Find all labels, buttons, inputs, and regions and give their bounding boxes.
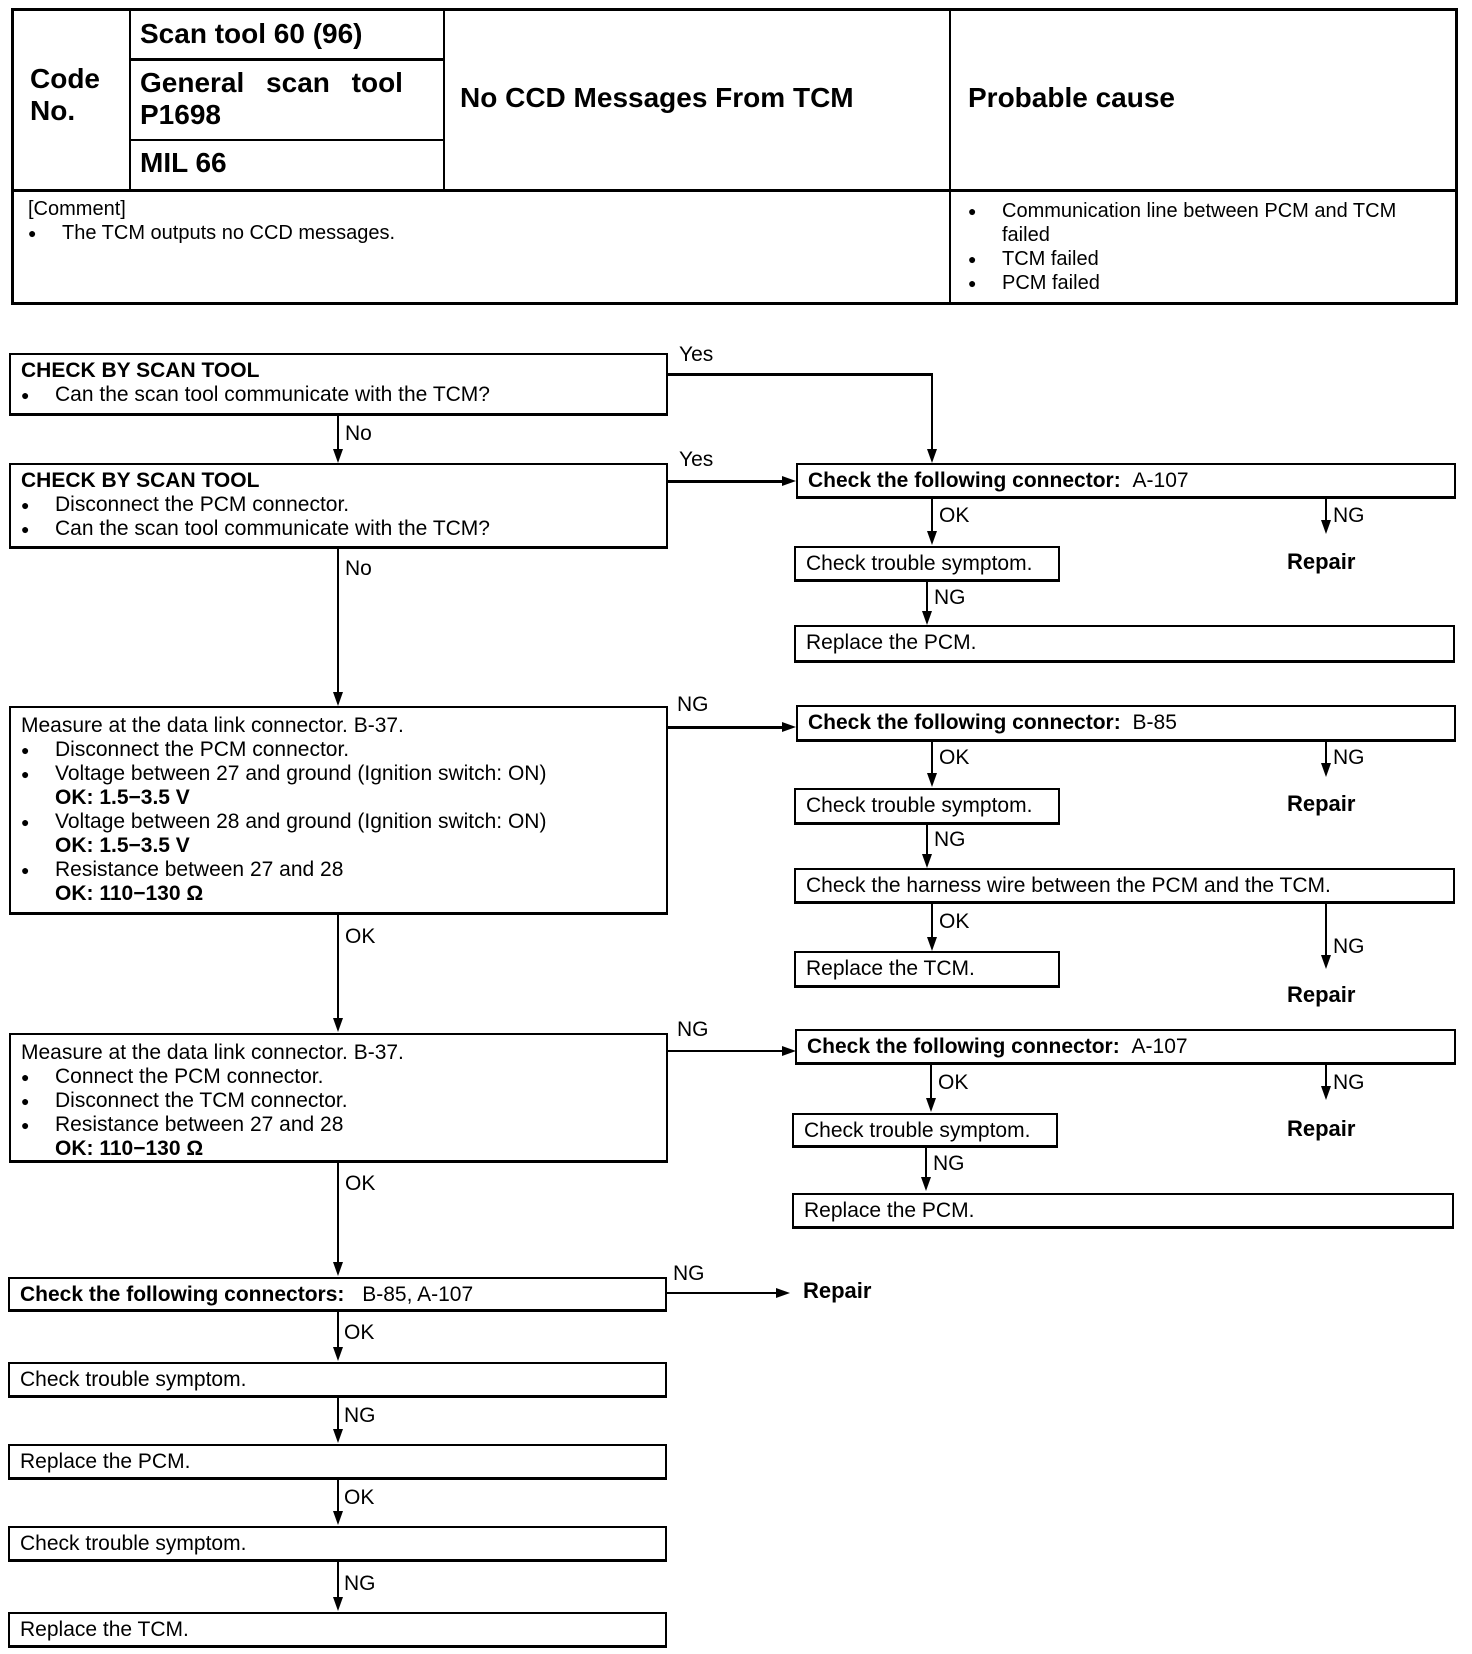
branch2-symptom-box: Check trouble symptom. bbox=[794, 788, 1060, 825]
connector-line bbox=[926, 582, 928, 612]
ok-label: OK bbox=[344, 1486, 375, 1509]
probable-cause-item: ● PCM failed bbox=[968, 271, 1448, 295]
branch3-connector-label: Check the following connector: bbox=[807, 1035, 1120, 1058]
connector-line bbox=[337, 1480, 339, 1512]
arrow-down-icon bbox=[927, 531, 937, 545]
comment-item: ● The TCM outputs no CCD messages. bbox=[28, 221, 928, 245]
branch2-connector-value: B-85 bbox=[1132, 711, 1177, 734]
connector-line bbox=[1325, 1065, 1327, 1087]
divider bbox=[129, 11, 131, 191]
scan-tool-60-code: Scan tool 60 (96) bbox=[140, 18, 363, 49]
ng-label: NG bbox=[673, 1262, 705, 1285]
connector-line bbox=[337, 549, 339, 693]
repair-result: Repair bbox=[1287, 791, 1356, 816]
divider bbox=[949, 11, 951, 302]
code-header-table bbox=[11, 8, 1458, 305]
arrow-down-icon bbox=[1321, 955, 1331, 969]
ng-label: NG bbox=[934, 586, 966, 609]
arrow-down-icon bbox=[333, 1347, 343, 1361]
connector-line bbox=[931, 499, 933, 532]
connector-line bbox=[926, 825, 928, 855]
ng-label: NG bbox=[934, 828, 966, 851]
arrow-down-icon bbox=[333, 1018, 343, 1032]
arrow-down-icon bbox=[927, 773, 937, 787]
divider bbox=[443, 11, 445, 191]
connector-line bbox=[925, 1148, 927, 1178]
no-label: No bbox=[345, 557, 372, 580]
repair-result: Repair bbox=[1287, 1116, 1356, 1141]
step3-item: ● Voltage between 27 and ground (Ignition switch: ON) bbox=[21, 762, 656, 786]
step2-check-box bbox=[9, 463, 668, 549]
connector-line bbox=[667, 1292, 777, 1294]
comment-section bbox=[28, 197, 928, 245]
divider bbox=[129, 58, 445, 61]
step5-connectors: B-85, A-107 bbox=[362, 1283, 474, 1306]
connector-line bbox=[337, 915, 339, 1019]
step2-title: CHECK BY SCAN TOOL bbox=[21, 469, 260, 492]
step4-item: ● Resistance between 27 and 28 bbox=[21, 1113, 656, 1137]
step3-measure-box bbox=[9, 706, 668, 915]
branch1-connector-box bbox=[796, 463, 1456, 499]
branch3-symptom-box: Check trouble symptom. bbox=[792, 1113, 1058, 1148]
arrow-down-icon bbox=[333, 1511, 343, 1525]
ok-label: OK bbox=[939, 504, 970, 527]
arrow-down-icon bbox=[927, 937, 937, 951]
step1-title: CHECK BY SCAN TOOL bbox=[21, 359, 260, 382]
divider bbox=[14, 189, 1455, 192]
ok-label: OK bbox=[939, 910, 970, 933]
branch3-replace-pcm-box: Replace the PCM. bbox=[792, 1193, 1454, 1229]
arrow-down-icon bbox=[926, 1098, 936, 1112]
connector-line bbox=[668, 480, 784, 483]
tail-replace-pcm-box: Replace the PCM. bbox=[8, 1444, 667, 1480]
branch1-connector-value: A-107 bbox=[1132, 469, 1189, 492]
arrow-down-icon bbox=[333, 449, 343, 463]
branch2-connector-label: Check the following connector: bbox=[808, 711, 1121, 734]
step4-ok-value: OK: 110−130 Ω bbox=[55, 1137, 204, 1160]
tail-replace-tcm-box: Replace the TCM. bbox=[8, 1612, 667, 1648]
step1-check-box bbox=[9, 353, 668, 416]
step3-ok-value: OK: 1.5−3.5 V bbox=[55, 834, 190, 857]
branch1-connector-label: Check the following connector: bbox=[808, 469, 1121, 492]
branch2-replace-tcm-box: Replace the TCM. bbox=[794, 951, 1060, 988]
tail-check-symptom-box: Check trouble symptom. bbox=[8, 1362, 667, 1398]
probable-cause-list bbox=[968, 199, 1448, 295]
ng-label: NG bbox=[933, 1152, 965, 1175]
step4-title: Measure at the data link connector. B-37. bbox=[21, 1041, 404, 1064]
ng-label: NG bbox=[677, 693, 709, 716]
ok-label: OK bbox=[345, 1172, 376, 1195]
connector-line bbox=[337, 1398, 339, 1430]
ng-label: NG bbox=[1333, 746, 1365, 769]
step3-item: ● Voltage between 28 and ground (Ignition switch: ON) bbox=[21, 810, 656, 834]
connector-line bbox=[668, 1050, 784, 1052]
ok-label: OK bbox=[344, 1321, 375, 1344]
ng-label: NG bbox=[677, 1018, 709, 1041]
connector-line bbox=[1325, 904, 1327, 956]
connector-line bbox=[337, 416, 339, 451]
arrow-right-icon bbox=[782, 1046, 796, 1056]
probable-cause-item: ● TCM failed bbox=[968, 247, 1448, 271]
tail-check-symptom-box: Check trouble symptom. bbox=[8, 1526, 667, 1562]
branch1-replace-pcm-box: Replace the PCM. bbox=[794, 625, 1455, 663]
ng-label: NG bbox=[1333, 935, 1365, 958]
connector-line bbox=[930, 1065, 932, 1099]
no-label: No bbox=[345, 422, 372, 445]
ng-label: NG bbox=[1333, 1071, 1365, 1094]
mil-code: MIL 66 bbox=[140, 147, 227, 178]
ok-label: OK bbox=[345, 925, 376, 948]
arrow-right-icon bbox=[782, 476, 796, 486]
connector-line bbox=[1325, 499, 1327, 521]
ok-label: OK bbox=[939, 746, 970, 769]
connector-line bbox=[668, 726, 784, 729]
arrow-down-icon bbox=[1321, 1086, 1331, 1100]
arrow-down-icon bbox=[922, 611, 932, 625]
page-title: No CCD Messages From TCM bbox=[460, 82, 854, 113]
step1-item: ● Can the scan tool communicate with the TCM? bbox=[21, 383, 656, 407]
code-no-label: Code No. bbox=[30, 63, 100, 126]
probable-cause-item: ● Communication line between PCM and TCM failed bbox=[968, 199, 1448, 247]
repair-result: Repair bbox=[1287, 982, 1356, 1007]
step5-title: Check the following connectors: bbox=[20, 1283, 345, 1306]
yes-label: Yes bbox=[679, 448, 714, 471]
connector-line bbox=[931, 742, 933, 774]
connector-line bbox=[337, 1312, 339, 1348]
connector-line bbox=[931, 373, 933, 451]
arrow-down-icon bbox=[333, 692, 343, 706]
step3-item: ● Disconnect the PCM connector. bbox=[21, 738, 656, 762]
connector-line bbox=[337, 1562, 339, 1598]
branch3-connector-box bbox=[795, 1029, 1456, 1065]
arrow-down-icon bbox=[333, 1262, 343, 1276]
ng-label: NG bbox=[344, 1572, 376, 1595]
repair-result: Repair bbox=[803, 1278, 872, 1303]
step2-item: ● Disconnect the PCM connector. bbox=[21, 493, 656, 517]
arrow-down-icon bbox=[922, 854, 932, 868]
branch3-connector-value: A-107 bbox=[1131, 1035, 1188, 1058]
step3-item: ● Resistance between 27 and 28 bbox=[21, 858, 656, 882]
ng-label: NG bbox=[344, 1404, 376, 1427]
branch2-harness-box: Check the harness wire between the PCM and the TCM. bbox=[794, 868, 1455, 904]
ok-label: OK bbox=[938, 1071, 969, 1094]
probable-cause-heading: Probable cause bbox=[968, 82, 1175, 113]
step4-measure-box bbox=[9, 1033, 668, 1163]
step4-item: ● Connect the PCM connector. bbox=[21, 1065, 656, 1089]
branch1-symptom-box: Check trouble symptom. bbox=[794, 546, 1060, 582]
arrow-down-icon bbox=[1321, 763, 1331, 777]
repair-result: Repair bbox=[1287, 549, 1356, 574]
comment-label: [Comment] bbox=[28, 198, 126, 220]
arrow-down-icon bbox=[333, 1429, 343, 1443]
step4-item: ● Disconnect the TCM connector. bbox=[21, 1089, 656, 1113]
step5-connectors-box bbox=[8, 1277, 667, 1312]
arrow-down-icon bbox=[921, 1177, 931, 1191]
divider bbox=[129, 139, 445, 141]
connector-line bbox=[668, 373, 933, 376]
connector-line bbox=[931, 904, 933, 938]
step3-title: Measure at the data link connector. B-37. bbox=[21, 714, 404, 737]
arrow-down-icon bbox=[1321, 520, 1331, 534]
ng-label: NG bbox=[1333, 504, 1365, 527]
step3-ok-value: OK: 110−130 Ω bbox=[55, 882, 204, 905]
connector-line bbox=[337, 1163, 339, 1263]
step2-item: ● Can the scan tool communicate with the TCM? bbox=[21, 517, 656, 541]
arrow-right-icon bbox=[782, 722, 796, 732]
arrow-right-icon bbox=[776, 1288, 790, 1298]
connector-line bbox=[1325, 742, 1327, 764]
step3-ok-value: OK: 1.5−3.5 V bbox=[55, 786, 190, 809]
general-scan-tool-code: General scan tool P1698 bbox=[140, 67, 403, 130]
yes-label: Yes bbox=[679, 343, 714, 366]
branch2-connector-box bbox=[796, 705, 1456, 742]
arrow-down-icon bbox=[333, 1597, 343, 1611]
arrow-down-icon bbox=[927, 449, 937, 463]
